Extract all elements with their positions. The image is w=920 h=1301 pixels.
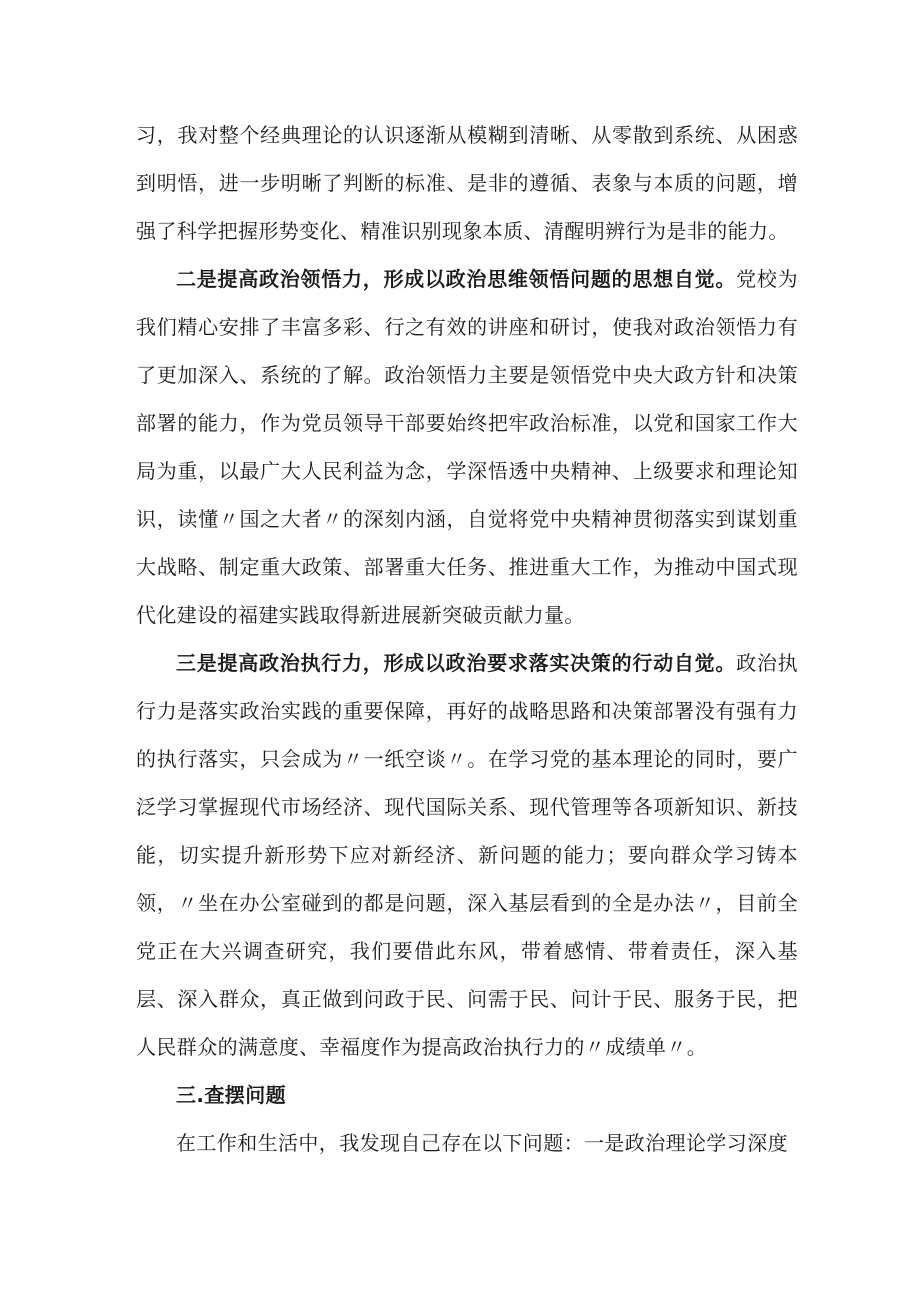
paragraph-political-comprehension: [136, 255, 798, 639]
section-heading: 三.查摆问题: [176, 1083, 286, 1107]
document-body: [136, 111, 798, 1167]
paragraph-lead: 三是提高政治执行力，形成以政治要求落实决策的行动自觉。: [176, 651, 737, 675]
paragraph-text: 习，我对整个经典理论的认识逐渐从模糊到清晰、从零散到系统、从困惑到明悟，进一步明晰了判断的标准、是非的遵循、表象与本质的问题，增强了科学把握形势变化、精准识别现象本质、清醒明辨行为是非的能力。: [136, 123, 798, 243]
paragraph-text: 政治执行力是落实政治实践的重要保障，再好的战略思路和决策部署没有强有力的执行落实，只会成为〃一纸空谈〃。在学习党的基本理论的同时，要广泛学习掌握现代市场经济、现代国际关系、现代管理等各项新知识、新技能，切实提升新形势下应对新经济、新问题的能力；要向群众学习铸本领，〃坐在办公室碰到的都是问题，深入基层看到的全是办法〃，目前全党正在大兴调查研究，我们要借此东风，带着感情、带着责任，深入基层、深入群众，真正做到问政于民、问需于民、问计于民、服务于民，把人民群众的满意度、幸福度作为提高政治执行力的〃成绩单〃。: [136, 651, 798, 1059]
paragraph-political-execution: [136, 639, 798, 1071]
paragraph-text: 党校为我们精心安排了丰富多彩、行之有效的讲座和研讨，使我对政治领悟力有了更加深入、系统的了解。政治领悟力主要是领悟党中央大政方针和决策部署的能力，作为党员领导干部要始终把牢政治标准，以党和国家工作大局为重，以最广大人民利益为念，学深悟透中央精神、上级要求和理论知识，读懂〃国之大者〃的深刻内涵，自觉将党中央精神贯彻落实到谋划重大战略、制定重大政策、部署重大任务、推进重大工作，为推动中国式现代化建设的福建实践取得新进展新突破贡献力量。: [136, 267, 798, 627]
paragraph-closing: 在工作和生活中，我发现自己存在以下问题：一是政治理论学习深度: [176, 1131, 788, 1155]
paragraph-understanding: [136, 111, 798, 255]
paragraph-lead: 二是提高政治领悟力，形成以政治思维领悟问题的思想自觉。: [176, 267, 737, 291]
